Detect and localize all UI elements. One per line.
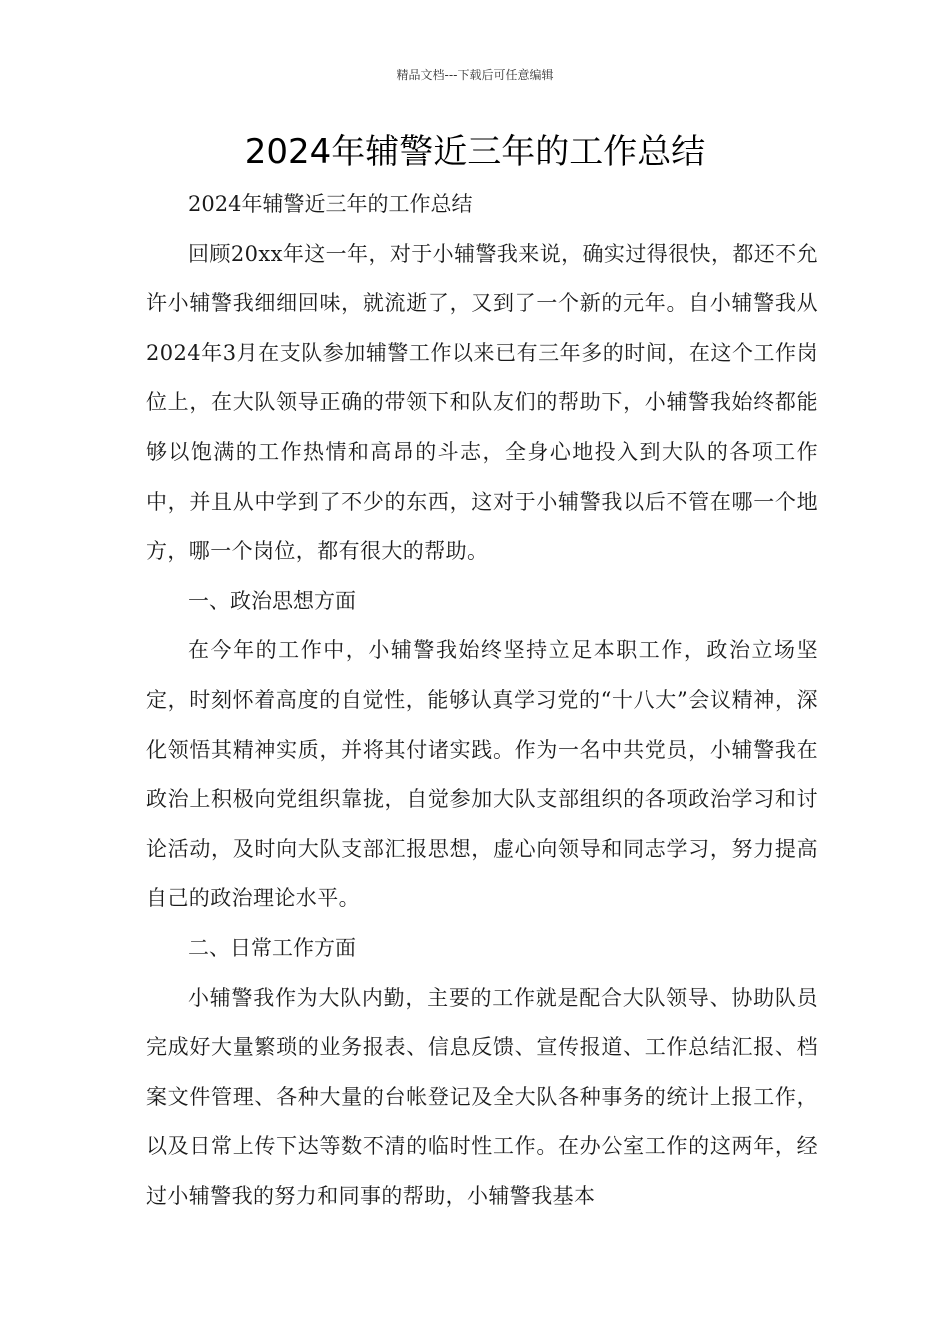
- document-title: 2024年辅警近三年的工作总结: [244, 132, 706, 172]
- section-heading-daily-work: 二、日常工作方面: [188, 935, 356, 960]
- section-body-political: 在今年的工作中，小辅警我始终坚持立足本职工作，政治立场坚定，时刻怀着高度的自觉性，能够认真学习党的“十八大”会议精神，深化领悟其精神实质，并将其付诸实践。作为一名中共党员，小辅警我在政治上积极向党组织靠拢，自觉参加大队支部组织的各项政治学习和讨论活动，及时向大队支部汇报思想，虚心向领导和同志学习，努力提高自己的政治理论水平。: [146, 638, 818, 911]
- document-body: [146, 180, 818, 1221]
- page-header-note: 精品文档---下载后可任意编辑: [396, 68, 554, 82]
- intro-paragraph: 回顾20xx年这一年，对于小辅警我来说，确实过得很快，都还不允许小辅警我细细回味，就流逝了，又到了一个新的元年。自小辅警我从2024年3月在支队参加辅警工作以来已有三年多的时间，在这个工作岗位上，在大队领导正确的带领下和队友们的帮助下，小辅警我始终都能够以饱满的工作热情和高昂的斗志，全身心地投入到大队的各项工作中，并且从中学到了不少的东西，这对于小辅警我以后不管在哪一个地方，哪一个岗位，都有很大的帮助。: [146, 241, 818, 564]
- section-body-daily-work: 小辅警我作为大队内勤，主要的工作就是配合大队领导、协助队员完成好大量繁琐的业务报表、信息反馈、宣传报道、工作总结汇报、档案文件管理、各种大量的台帐登记及全大队各种事务的统计上报工作，以及日常上传下达等数不清的临时性工作。在办公室工作的这两年，经过小辅警我的努力和同事的帮助，小辅警我基本: [146, 985, 818, 1208]
- document-subtitle: 2024年辅警近三年的工作总结: [188, 192, 473, 216]
- section-heading-political: 一、政治思想方面: [188, 588, 356, 613]
